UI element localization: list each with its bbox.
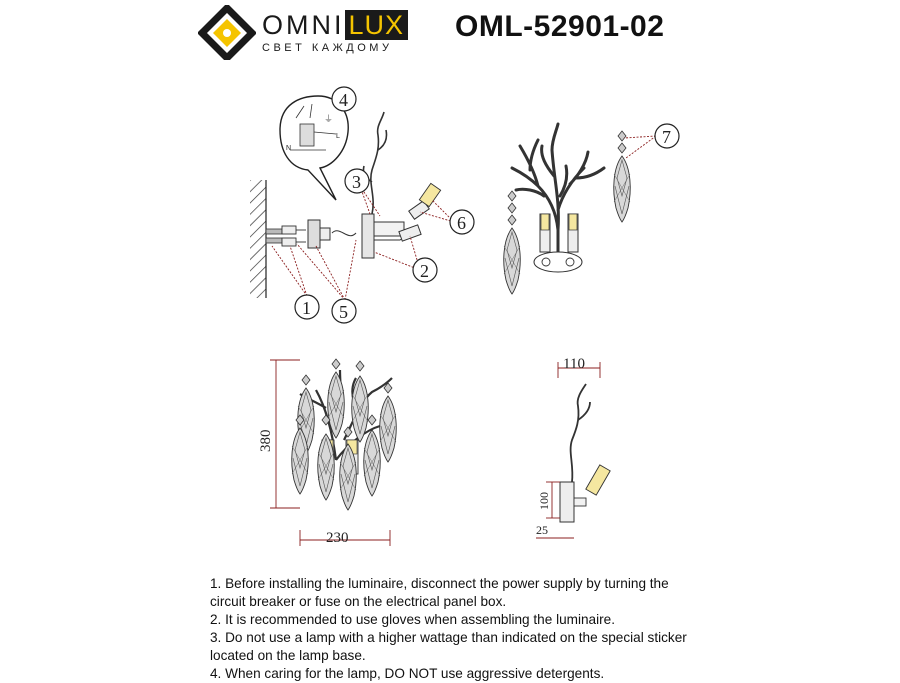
- callout-6-label: 6: [457, 213, 466, 233]
- earth-icon: ⏚: [324, 114, 334, 124]
- wall-dowels: [266, 229, 282, 243]
- callout-5: [332, 299, 356, 323]
- dim-width-230: 230: [326, 530, 349, 546]
- note-4: 4. When caring for the lamp, DO NOT use aggressive detergents.: [210, 666, 605, 681]
- lamp-holder-upper: [409, 183, 441, 219]
- note-1: 1. Before installing the luminaire, disconnect the power supply by turning the circuit breaker or fuse on the electrical panel box.: [210, 576, 669, 609]
- note-3: 3. Do not use a lamp with a higher wattage than indicated on the special sticker located on the lamp base.: [210, 630, 687, 663]
- note-2: 2. It is recommended to use gloves when assembling the luminaire.: [210, 612, 615, 627]
- wall-hatching: [250, 180, 266, 298]
- side-dimension-view: [536, 362, 610, 538]
- chandelier-front-drawing: [292, 359, 396, 510]
- wiring-detail: [280, 96, 348, 200]
- wire-label-live: L: [336, 133, 340, 140]
- dim-depth-110: 110: [563, 356, 585, 372]
- safety-notes: [210, 575, 690, 683]
- dim-base-25: 25: [536, 523, 548, 537]
- coral-branches: [512, 124, 604, 262]
- brand-name-lux: LUX: [345, 10, 409, 40]
- wire-label-neutral: N: [286, 145, 292, 152]
- front-dimension-view: [270, 359, 396, 546]
- callout-5-label: 5: [339, 302, 348, 322]
- callout-3: [345, 169, 369, 193]
- front-view: [504, 124, 656, 294]
- brand-tagline: СВЕТ КАЖДОМУ: [262, 42, 393, 54]
- crystal-right: [614, 131, 630, 222]
- callout-2-label: 2: [420, 261, 429, 281]
- crystal-left: [504, 191, 520, 294]
- callout-6: [450, 210, 474, 234]
- callout-4-label: 4: [339, 90, 348, 110]
- callout-7: [655, 124, 679, 148]
- callout-3-label: 3: [352, 172, 361, 192]
- mounting-plate: [308, 220, 356, 248]
- callout-1-label: 1: [302, 298, 311, 318]
- coral-arm: [363, 112, 386, 214]
- callout-4: [332, 87, 356, 111]
- callout-7-label: 7: [662, 127, 671, 147]
- callout-1: [295, 295, 319, 319]
- dim-mount-100: 100: [537, 492, 551, 510]
- brand-name-omni: OMNI: [262, 10, 345, 40]
- dim-height-380: 380: [258, 429, 274, 452]
- mounting-screws: [282, 226, 306, 246]
- callout-2: [413, 258, 437, 282]
- model-number: OML-52901-02: [455, 10, 665, 43]
